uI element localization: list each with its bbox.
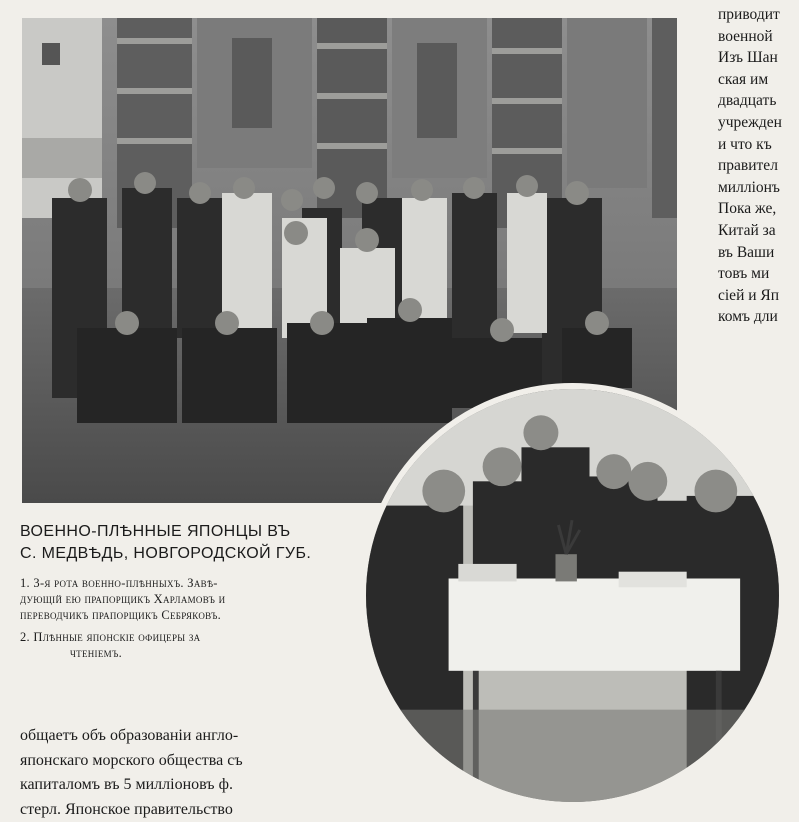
text-line: правител: [718, 155, 799, 177]
caption-line: чтеніемъ.: [20, 645, 340, 661]
text-line: японскаго морского общества съ: [20, 749, 340, 774]
text-line: Пока же,: [718, 198, 799, 220]
text-line: Китай за: [718, 220, 799, 242]
caption-item: [20, 629, 340, 661]
text-line: общаетъ объ образованіи англо-: [20, 724, 340, 749]
text-line: двадцать: [718, 90, 799, 112]
caption-line: 1. 3-я рота военно-плѣнныхъ. Завѣ-: [20, 575, 340, 591]
text-line: военной: [718, 26, 799, 48]
text-line: и что къ: [718, 134, 799, 156]
body-text: [20, 724, 340, 822]
caption-title: [20, 521, 350, 565]
caption-title-line: С. МЕДВѢДЬ, НОВГОРОДСКОЙ ГУБ.: [20, 543, 350, 565]
right-column-text: [718, 4, 799, 328]
caption-list: [20, 575, 340, 667]
text-line: ская им: [718, 69, 799, 91]
text-line: приводит: [718, 4, 799, 26]
text-line: милліонъ: [718, 177, 799, 199]
text-line: стерл. Японское правительство: [20, 798, 340, 822]
caption-line: переводчикъ прапорщикъ Себряковъ.: [20, 607, 340, 623]
reading-photo-image: [366, 389, 779, 802]
text-line: комъ дли: [718, 306, 799, 328]
caption-item: [20, 575, 340, 623]
text-line: учрежден: [718, 112, 799, 134]
text-line: товъ ми: [718, 263, 799, 285]
text-line: Изъ Шан: [718, 47, 799, 69]
caption-title-line: ВОЕННО-ПЛѢННЫЕ ЯПОНЦЫ ВЪ: [20, 521, 350, 543]
text-line: въ Ваши: [718, 242, 799, 264]
caption-line: 2. Плѣнные японскіе офицеры за: [20, 629, 340, 645]
caption-line: дующій ею прапорщикъ Харламовъ и: [20, 591, 340, 607]
reading-photo: [360, 383, 785, 808]
text-line: сіей и Яп: [718, 285, 799, 307]
text-line: капиталомъ въ 5 милліоновъ ф.: [20, 773, 340, 798]
